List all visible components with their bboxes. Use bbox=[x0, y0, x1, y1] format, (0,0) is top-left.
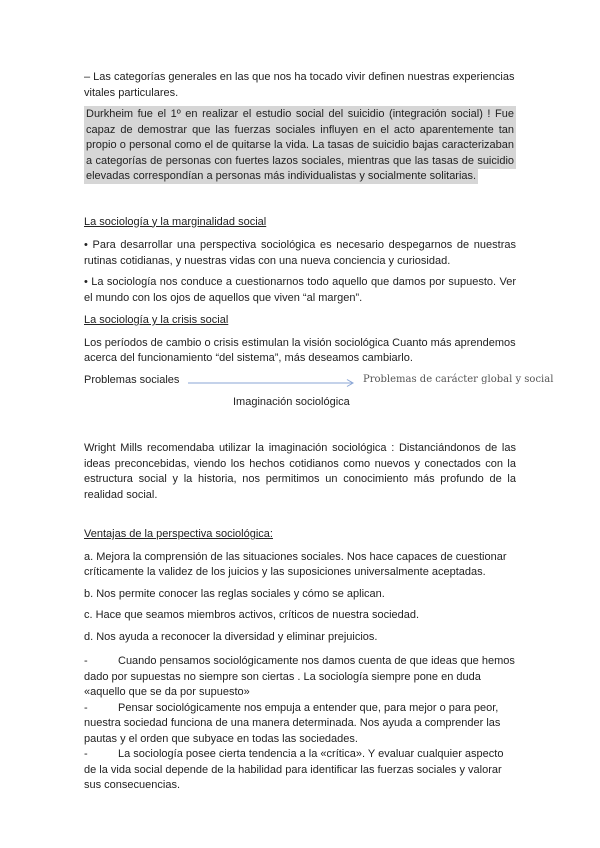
section-title-crisis: La sociología y la crisis social bbox=[84, 314, 229, 326]
advantage-item: a. Mejora la comprensión de las situaciones sociales. Nos hace capaces de cuestionar críticamente la validez de los juicios y las suposiciones universalmente aceptadas. bbox=[84, 550, 507, 578]
mills-paragraph: Wright Mills recomendaba utilizar la imaginación sociológica : Distanciándonos de las ideas preconcebidas, viendo los hechos cotidianos como nuevos y conectados con la estructura social y la historia, nos permitimos un conocimiento más profundo de la realidad social. bbox=[84, 442, 516, 501]
arrow-left-label: Problemas sociales bbox=[84, 373, 180, 386]
arrow-right-label: Problemas de carácter global y social bbox=[363, 373, 554, 385]
dash-item bbox=[84, 747, 516, 794]
crisis-paragraph: Los períodos de cambio o crisis estimulan la visión sociológica Cuanto más aprendemos acerca del funcionamiento “del sistema”, más deseamos cambiarlo. bbox=[84, 336, 516, 364]
dash-marker: - bbox=[84, 655, 88, 667]
section-title-ventajas: Ventajas de la perspectiva sociológica: bbox=[84, 528, 273, 540]
dash-item-text: Cuando pensamos sociológicamente nos damos cuenta de que ideas que hemos dado por supuestas no siempre son ciertas . La sociología siempre pone en duda «aquello que se da por supuesto» bbox=[84, 655, 515, 698]
right-arrow-icon bbox=[188, 378, 358, 388]
advantage-item: b. Nos permite conocer las reglas sociales y cómo se aplican. bbox=[84, 587, 385, 600]
dash-marker: - bbox=[84, 748, 88, 760]
durkheim-highlight: Durkheim fue el 1º en realizar el estudio social del suicidio (integración social) ! Fue capaz de demostrar que las fuerzas sociales influyen en el acto aparentemente tan propio o personal como el de quitarse la vida. La tasas de suicidio bajas caracterizaban a categorías de personas con fuertes lazos sociales, mientras que las tasas de suicidio elevadas correspondían a personas más individualistas y socialmente solitarias. bbox=[86, 108, 514, 182]
durkheim-paragraph bbox=[84, 107, 516, 185]
dash-item bbox=[84, 701, 516, 748]
arrow-diagram bbox=[84, 373, 554, 391]
dash-item bbox=[84, 654, 516, 701]
dash-marker: - bbox=[84, 701, 88, 714]
intro-paragraph: – Las categorías generales en las que nos ha tocado vivir definen nuestras experiencias vitales particulares. bbox=[84, 71, 515, 99]
section-title-marginalidad: La sociología y la marginalidad social bbox=[84, 215, 267, 228]
dash-item-text: Pensar sociológicamente nos empuja a entender que, para mejor o para peor, nuestra sociedad funciona de una manera determinada. Nos ayuda a comprender las pautas y el orden que subyace en todas las sociedades. bbox=[84, 701, 501, 745]
arrow-center-label: Imaginación sociológica bbox=[233, 395, 350, 408]
advantage-item: c. Hace que seamos miembros activos, críticos de nuestra sociedad. bbox=[84, 609, 420, 621]
bullet-item: • Para desarrollar una perspectiva sociológica es necesario despegarnos de nuestras rutinas cotidianas, y nuestras vidas con una nueva conciencia y curiosidad. bbox=[84, 239, 516, 267]
document-page bbox=[84, 70, 554, 794]
bullet-item: • La sociología nos conduce a cuestionarnos todo aquello que damos por supuesto. Ver el mundo con los ojos de aquellos que viven “al margen”. bbox=[84, 276, 516, 304]
advantage-item: d. Nos ayuda a reconocer la diversidad y eliminar prejuicios. bbox=[84, 630, 378, 643]
dash-item-text: La sociología posee cierta tendencia a la «crítica». Y evaluar cualquier aspecto de la vida social depende de la habilidad para identificar las fuerzas sociales y valorar sus consecuencias. bbox=[84, 748, 504, 791]
